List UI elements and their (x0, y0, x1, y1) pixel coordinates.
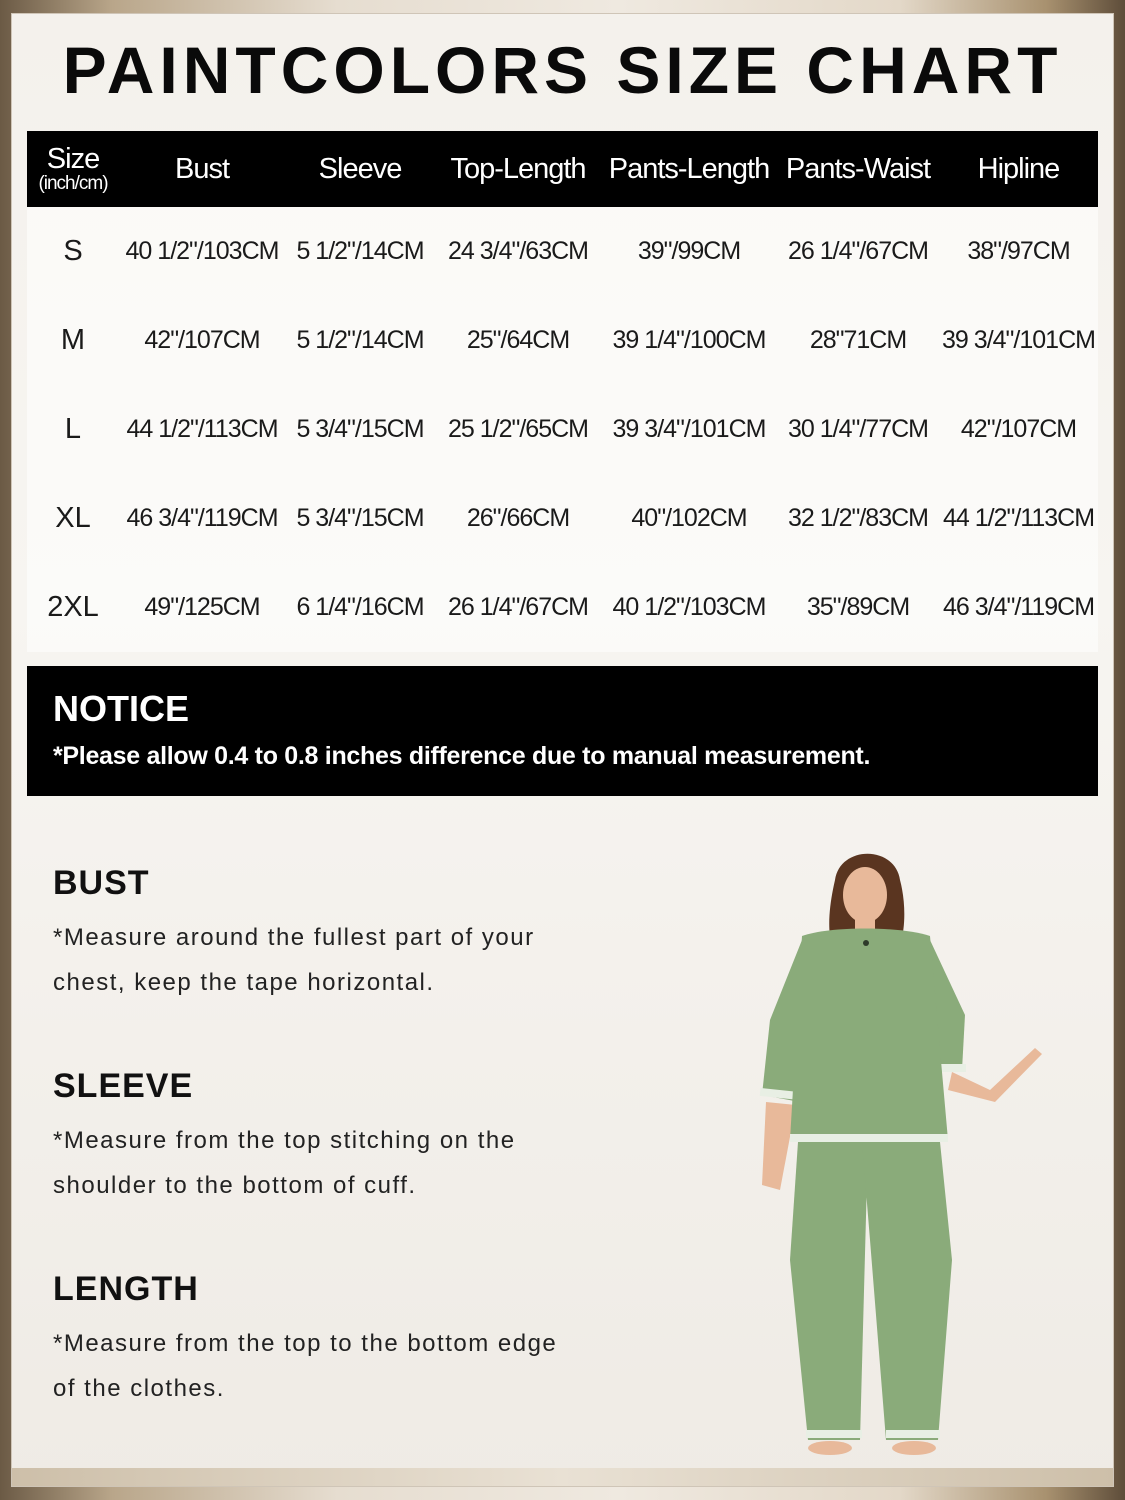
table-cell: 46 3/4"/119CM (939, 563, 1098, 652)
size-cell: 2XL (27, 563, 119, 652)
header-size-unit: (inch/cm) (38, 173, 108, 194)
guide-length-text (53, 1321, 613, 1411)
bottom-band (12, 1468, 1113, 1486)
size-cell: L (27, 385, 119, 474)
guide-sleeve-text (53, 1118, 613, 1208)
header-bust: Bust (119, 131, 285, 207)
table-cell: 39 1/4"/100CM (601, 296, 777, 385)
table-cell: 39"/99CM (601, 207, 777, 296)
table-cell: 5 1/2"/14CM (285, 296, 435, 385)
notice-title: NOTICE (53, 688, 190, 729)
table-cell: 5 3/4"/15CM (285, 385, 435, 474)
model-face (843, 867, 887, 923)
header-top-length: Top-Length (435, 131, 601, 207)
guide-length-line-2: of the clothes. (53, 1375, 225, 1402)
table-cell: 44 1/2"/113CM (119, 385, 285, 474)
model-left-foot (808, 1441, 852, 1455)
guide-length-title: LENGTH (53, 1270, 199, 1308)
table-cell: 35"/89CM (777, 563, 939, 652)
table-row (27, 563, 1098, 652)
table-cell: 44 1/2"/113CM (939, 474, 1098, 563)
model-left-forearm (762, 1102, 796, 1190)
model-right-foot (892, 1441, 936, 1455)
guide-length-line-1: *Measure from the top to the bottom edge (53, 1330, 558, 1357)
model-pants-left (790, 1142, 868, 1440)
table-cell: 5 1/2"/14CM (285, 207, 435, 296)
guide-bust (53, 864, 613, 1005)
guide-sleeve (53, 1067, 613, 1208)
header-size (27, 131, 119, 207)
model-pants-right-hem (886, 1430, 940, 1438)
guide-bust-line-1: *Measure around the fullest part of your (53, 924, 535, 951)
table-cell: 26 1/4"/67CM (435, 563, 601, 652)
table-cell: 39 3/4"/101CM (601, 385, 777, 474)
page-title: PAINTCOLORS SIZE CHART (62, 33, 1063, 107)
model-neck-button (863, 940, 869, 946)
notice-panel (27, 666, 1098, 796)
table-cell: 40 1/2"/103CM (601, 563, 777, 652)
table-cell: 25"/64CM (435, 296, 601, 385)
table-cell: 46 3/4"/119CM (119, 474, 285, 563)
table-cell: 42"/107CM (939, 385, 1098, 474)
model-top (790, 929, 948, 1141)
table-cell: 6 1/4"/16CM (285, 563, 435, 652)
header-hipline: Hipline (939, 131, 1098, 207)
guide-length (53, 1270, 613, 1411)
guide-bust-title: BUST (53, 864, 150, 902)
table-cell: 30 1/4"/77CM (777, 385, 939, 474)
header-pants-length: Pants-Length (601, 131, 777, 207)
table-cell: 25 1/2"/65CM (435, 385, 601, 474)
guide-sleeve-line-1: *Measure from the top stitching on the (53, 1127, 516, 1154)
model-pants-right (862, 1142, 952, 1440)
size-table (27, 131, 1098, 652)
model-pants-left-hem (806, 1430, 862, 1438)
model-top-hem (790, 1134, 948, 1142)
table-cell: 42"/107CM (119, 296, 285, 385)
table-header-row (27, 131, 1098, 207)
size-cell: XL (27, 474, 119, 563)
table-cell: 38"/97CM (939, 207, 1098, 296)
table-cell: 32 1/2"/83CM (777, 474, 939, 563)
model-illustration (690, 840, 1110, 1460)
table-row (27, 385, 1098, 474)
header-sleeve: Sleeve (285, 131, 435, 207)
guide-sleeve-title: SLEEVE (53, 1067, 194, 1105)
table-cell: 26"/66CM (435, 474, 601, 563)
table-cell: 5 3/4"/15CM (285, 474, 435, 563)
table-cell: 39 3/4"/101CM (939, 296, 1098, 385)
guide-sleeve-line-2: shoulder to the bottom of cuff. (53, 1172, 417, 1199)
table-row (27, 207, 1098, 296)
table-cell: 40 1/2"/103CM (119, 207, 285, 296)
table-cell: 24 3/4"/63CM (435, 207, 601, 296)
table-cell: 40"/102CM (601, 474, 777, 563)
table-cell: 26 1/4"/67CM (777, 207, 939, 296)
guide-bust-text (53, 915, 613, 1005)
table-row (27, 296, 1098, 385)
table-cell: 28"71CM (777, 296, 939, 385)
header-pants-waist: Pants-Waist (777, 131, 939, 207)
notice-text: *Please allow 0.4 to 0.8 inches difference due to manual measurement. (53, 742, 871, 770)
guide-bust-line-2: chest, keep the tape horizontal. (53, 969, 435, 996)
size-cell: S (27, 207, 119, 296)
size-cell: M (27, 296, 119, 385)
table-cell: 49"/125CM (119, 563, 285, 652)
header-size-label: Size (46, 143, 100, 175)
table-row (27, 474, 1098, 563)
